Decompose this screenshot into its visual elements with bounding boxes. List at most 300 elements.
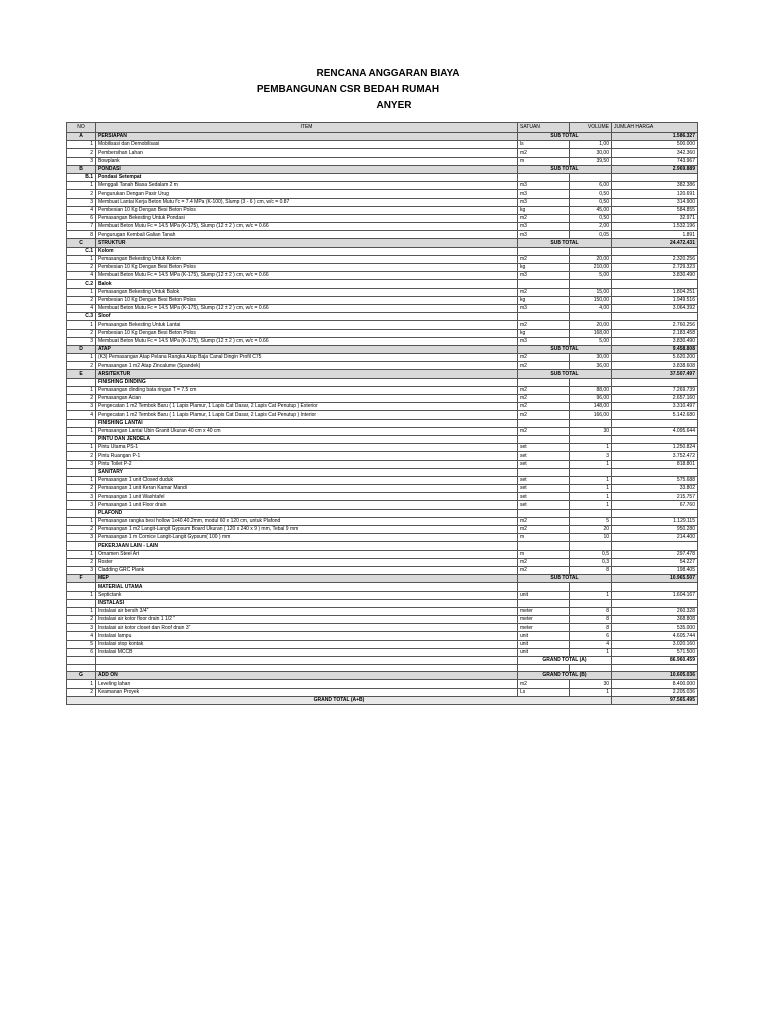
item-volume: 8 xyxy=(570,607,612,615)
item-description: Keamanan Proyek xyxy=(96,688,518,696)
item-satuan: m3 xyxy=(518,190,570,198)
item-harga: 571.500 xyxy=(612,648,698,656)
table-row xyxy=(67,534,698,542)
item-satuan: unit xyxy=(518,648,570,656)
item-no: 5 xyxy=(67,640,96,648)
item-no: 1 xyxy=(67,354,96,362)
item-harga: 33.802 xyxy=(612,485,698,493)
subsection-row xyxy=(67,280,698,288)
doc-title: RENCANA ANGGARAN BIAYA xyxy=(316,68,460,79)
item-harga: 818.801 xyxy=(612,460,698,468)
item-volume: 0,50 xyxy=(570,190,612,198)
empty-cell xyxy=(570,280,612,288)
item-satuan: m2 xyxy=(518,526,570,534)
item-description: Instalasi air kotor floor drain 1 1/2 " xyxy=(96,616,518,624)
table-body xyxy=(67,133,698,705)
item-harga: 214.400 xyxy=(612,534,698,542)
empty-cell xyxy=(612,173,698,181)
section-title: PONDASI xyxy=(96,165,518,173)
item-harga: 1.129.115 xyxy=(612,517,698,525)
item-volume: 20,00 xyxy=(570,321,612,329)
table-row xyxy=(67,288,698,296)
item-volume: 0,3 xyxy=(570,558,612,566)
item-satuan: m2 xyxy=(518,680,570,688)
subsection-title: Pondasi Setempat xyxy=(96,173,518,181)
empty-cell xyxy=(612,583,698,591)
item-volume: 6 xyxy=(570,632,612,640)
item-no: 3 xyxy=(67,157,96,165)
subtotal-value: 37.507.497 xyxy=(612,370,698,378)
item-no: 3 xyxy=(67,403,96,411)
item-no: 2 xyxy=(67,329,96,337)
item-no: 1 xyxy=(67,591,96,599)
item-volume: 1 xyxy=(570,648,612,656)
item-harga: 2.657.160 xyxy=(612,395,698,403)
item-satuan: unit xyxy=(518,632,570,640)
item-no: 1 xyxy=(67,444,96,452)
item-harga: 4.095.644 xyxy=(612,427,698,435)
item-satuan: m2 xyxy=(518,386,570,394)
item-no: 1 xyxy=(67,182,96,190)
subsection-title: SANITARY xyxy=(96,468,518,476)
item-volume: 5 xyxy=(570,517,612,525)
grand-total-ab-row xyxy=(67,696,698,704)
table-row xyxy=(67,680,698,688)
section-code: C xyxy=(67,239,96,247)
empty-cell xyxy=(570,509,612,517)
item-description: Pemasangan 1 m2 Langit-Langit Gypsum Board Ukuran ( 120 x 240 x 9 ) mm, Tebal 9 mm xyxy=(96,526,518,534)
item-volume: 1 xyxy=(570,688,612,696)
item-volume: 1 xyxy=(570,501,612,509)
item-harga: 3.752.472 xyxy=(612,452,698,460)
item-volume: 1 xyxy=(570,476,612,484)
item-no: 1 xyxy=(67,550,96,558)
doc-subtitle: PEMBANGUNAN CSR BEDAH RUMAH xyxy=(256,84,440,95)
item-volume: 45,00 xyxy=(570,206,612,214)
item-harga: 950.280 xyxy=(612,526,698,534)
item-no: 7 xyxy=(67,223,96,231)
item-harga: 1.250.824 xyxy=(612,444,698,452)
item-no: 1 xyxy=(67,288,96,296)
item-no: 3 xyxy=(67,624,96,632)
table-row xyxy=(67,337,698,345)
subsection-code xyxy=(67,542,96,550)
item-harga: 2.320.256 xyxy=(612,255,698,263)
section-row xyxy=(67,239,698,247)
subsection-row xyxy=(67,419,698,427)
item-description: Pembesian 10 Kg Dengan Besi Beton Polos xyxy=(96,296,518,304)
section-title: ARSITEKTUR xyxy=(96,370,518,378)
item-description: Roster xyxy=(96,558,518,566)
section-row xyxy=(67,370,698,378)
table-row xyxy=(67,640,698,648)
item-description: Membuat Beton Mutu Fc = 14.5 MPa (K-175), Slump (12 ± 2 ) cm, w/c = 0.66 xyxy=(96,223,518,231)
item-description: Pemasangan 1 unit Floor drain xyxy=(96,501,518,509)
item-no: 2 xyxy=(67,296,96,304)
item-no: 1 xyxy=(67,476,96,484)
table-row xyxy=(67,329,698,337)
item-volume: 39,50 xyxy=(570,157,612,165)
item-volume: 10 xyxy=(570,534,612,542)
section-title: PERSIAPAN xyxy=(96,133,518,141)
subtotal-label: GRAND TOTAL (B) xyxy=(518,672,612,680)
item-description: Pemasangan dinding bata ringan T = 7.5 cm xyxy=(96,386,518,394)
section-code: E xyxy=(67,370,96,378)
item-volume: 210,00 xyxy=(570,264,612,272)
item-description: Pemasangan 1 unit Washtafel xyxy=(96,493,518,501)
item-harga: 368.808 xyxy=(612,616,698,624)
item-no: 4 xyxy=(67,206,96,214)
item-harga: 67.760 xyxy=(612,501,698,509)
subsection-row xyxy=(67,599,698,607)
item-no: 2 xyxy=(67,558,96,566)
item-no: 4 xyxy=(67,304,96,312)
item-no: 1 xyxy=(67,680,96,688)
table-row xyxy=(67,688,698,696)
item-description: Pemasangan Lantai Ubin Granit Ukuran 40 cm x 40 cm xyxy=(96,427,518,435)
item-no: 3 xyxy=(67,460,96,468)
subsection-code: C.2 xyxy=(67,280,96,288)
empty-cell xyxy=(518,583,570,591)
item-satuan: set xyxy=(518,493,570,501)
empty-cell xyxy=(612,435,698,443)
item-harga: 120.691 xyxy=(612,190,698,198)
subsection-code xyxy=(67,599,96,607)
grand-total-value: 97.565.495 xyxy=(612,696,698,704)
item-description: Instalasi stop kontak xyxy=(96,640,518,648)
item-volume: 6,00 xyxy=(570,182,612,190)
empty-cell xyxy=(518,247,570,255)
table-row xyxy=(67,476,698,484)
item-description: Pembesian 10 Kg Dengan Besi Beton Polos xyxy=(96,206,518,214)
item-harga: 7.269.739 xyxy=(612,386,698,394)
item-no: 1 xyxy=(67,386,96,394)
item-no: 2 xyxy=(67,485,96,493)
subtotal-value: 1.586.327 xyxy=(612,133,698,141)
item-satuan: m xyxy=(518,157,570,165)
item-harga: 584.855 xyxy=(612,206,698,214)
item-satuan: kg xyxy=(518,206,570,214)
item-satuan: m2 xyxy=(518,403,570,411)
item-satuan: unit xyxy=(518,591,570,599)
item-volume: 8 xyxy=(570,624,612,632)
empty-cell xyxy=(612,247,698,255)
item-volume: 8 xyxy=(570,566,612,574)
item-description: Pemasangan Acian xyxy=(96,395,518,403)
item-description: Pintu Ruangan P-1 xyxy=(96,452,518,460)
item-no: 4 xyxy=(67,632,96,640)
item-no: 6 xyxy=(67,648,96,656)
empty-cell xyxy=(570,468,612,476)
item-description: Ornamen Steel Art xyxy=(96,550,518,558)
subsection-code xyxy=(67,378,96,386)
budget-table xyxy=(66,122,698,705)
empty-cell xyxy=(570,173,612,181)
item-satuan: meter xyxy=(518,624,570,632)
item-volume: 0,50 xyxy=(570,198,612,206)
item-no: 4 xyxy=(67,272,96,280)
subsection-code xyxy=(67,468,96,476)
table-row xyxy=(67,304,698,312)
item-harga: 32.971 xyxy=(612,214,698,222)
item-satuan: kg xyxy=(518,329,570,337)
subsection-code xyxy=(67,419,96,427)
item-volume: 2,00 xyxy=(570,223,612,231)
header-no: NO xyxy=(67,123,96,133)
item-satuan: set xyxy=(518,444,570,452)
empty-cell xyxy=(570,419,612,427)
table-row xyxy=(67,403,698,411)
subsection-title: PEKERJAAN LAIN - LAIN xyxy=(96,542,518,550)
item-volume: 0,50 xyxy=(570,214,612,222)
item-description: Pemasangan rangka besi hollow 1x40.40.2mm, modul 60 x 120 cm, untuk Plafond xyxy=(96,517,518,525)
table-row xyxy=(67,411,698,419)
item-harga: 3.830.490 xyxy=(612,337,698,345)
item-volume: 3 xyxy=(570,452,612,460)
item-description: Pengurugan Kembali Galian Tanah xyxy=(96,231,518,239)
empty-cell xyxy=(67,657,96,665)
empty-cell xyxy=(612,509,698,517)
subtotal-label: SUB TOTAL xyxy=(518,345,612,353)
empty-cell xyxy=(518,280,570,288)
table-row xyxy=(67,255,698,263)
subsection-code xyxy=(67,509,96,517)
empty-cell xyxy=(612,280,698,288)
grand-total-label: GRAND TOTAL (A+B) xyxy=(67,696,612,704)
item-satuan: m2 xyxy=(518,566,570,574)
item-harga: 1.532.196 xyxy=(612,223,698,231)
subsection-title: Balok xyxy=(96,280,518,288)
table-row xyxy=(67,223,698,231)
item-description: Pintu Utama PS-1 xyxy=(96,444,518,452)
subsection-code: C.3 xyxy=(67,313,96,321)
item-description: Membuat Lantai Kerja Beton Mutu f'c = 7.4 MPa (K-100), Slump (3 - 6 ) cm, w/c = 0.87 xyxy=(96,198,518,206)
subsection-code: B.1 xyxy=(67,173,96,181)
item-satuan: m2 xyxy=(518,411,570,419)
item-description: Septictank xyxy=(96,591,518,599)
item-volume: 0,5 xyxy=(570,550,612,558)
table-row xyxy=(67,427,698,435)
item-harga: 2.729.323 xyxy=(612,264,698,272)
item-harga: 3.830.490 xyxy=(612,272,698,280)
header-volume: VOLUME xyxy=(570,123,612,133)
item-no: 1 xyxy=(67,321,96,329)
item-volume: 150,00 xyxy=(570,296,612,304)
empty-cell xyxy=(518,378,570,386)
item-no: 1 xyxy=(67,141,96,149)
table-row xyxy=(67,607,698,615)
table-row xyxy=(67,272,698,280)
empty-cell xyxy=(518,313,570,321)
item-no: 3 xyxy=(67,337,96,345)
item-volume: 15,00 xyxy=(570,288,612,296)
item-volume: 30 xyxy=(570,680,612,688)
item-harga: 314.900 xyxy=(612,198,698,206)
item-no: 3 xyxy=(67,501,96,509)
item-satuan: m2 xyxy=(518,354,570,362)
subtotal-value: 9.458.808 xyxy=(612,345,698,353)
item-volume: 5,00 xyxy=(570,272,612,280)
subsection-row xyxy=(67,435,698,443)
empty-cell xyxy=(518,509,570,517)
empty-cell xyxy=(612,542,698,550)
item-no: 3 xyxy=(67,566,96,574)
item-satuan: m3 xyxy=(518,272,570,280)
item-harga: 198.405 xyxy=(612,566,698,574)
table-row xyxy=(67,624,698,632)
item-satuan: meter xyxy=(518,616,570,624)
table-row xyxy=(67,362,698,370)
table-row xyxy=(67,395,698,403)
empty-cell xyxy=(570,435,612,443)
section-code: G xyxy=(67,672,96,680)
table-row xyxy=(67,354,698,362)
table-row xyxy=(67,517,698,525)
table-row xyxy=(67,214,698,222)
item-description: Pengecatan 1 m2 Tembok Baru ( 1 Lapis Plamur, 1 Lapis Cat Dasar, 2 Lapis Cat Penutup ) Interior xyxy=(96,411,518,419)
item-description: Mobilisasi dan Demobilisasi xyxy=(96,141,518,149)
item-satuan: m3 xyxy=(518,304,570,312)
item-harga: 1.604.167 xyxy=(612,591,698,599)
table-row xyxy=(67,141,698,149)
section-row xyxy=(67,575,698,583)
item-satuan: Ls xyxy=(518,688,570,696)
header-jumlah-harga: JUMLAH HARGA xyxy=(612,123,698,133)
section-title: STRUKTUR xyxy=(96,239,518,247)
empty-cell xyxy=(612,665,698,672)
subsection-code xyxy=(67,583,96,591)
item-satuan: m2 xyxy=(518,149,570,157)
item-no: 2 xyxy=(67,526,96,534)
subsection-title: MATERIAL UTAMA xyxy=(96,583,518,591)
item-description: Instalasi air bersih 3/4" xyxy=(96,607,518,615)
table-row xyxy=(67,149,698,157)
item-satuan: m2 xyxy=(518,255,570,263)
subsection-row xyxy=(67,378,698,386)
table-row xyxy=(67,501,698,509)
subsection-title: FINISHING LANTAI xyxy=(96,419,518,427)
item-harga: 3.020.160 xyxy=(612,640,698,648)
item-harga: 342.360 xyxy=(612,149,698,157)
item-volume: 4,00 xyxy=(570,304,612,312)
empty-cell xyxy=(612,419,698,427)
subtotal-label: SUB TOTAL xyxy=(518,575,612,583)
item-volume: 0,05 xyxy=(570,231,612,239)
grand-total-label: GRAND TOTAL (A) xyxy=(518,657,612,665)
grand-total-value: 86.960.459 xyxy=(612,657,698,665)
table-row xyxy=(67,648,698,656)
subtotal-label: SUB TOTAL xyxy=(518,165,612,173)
empty-cell xyxy=(570,313,612,321)
item-no: 6 xyxy=(67,214,96,222)
item-description: Instalasi air kotor closet dan Roof drain 3" xyxy=(96,624,518,632)
item-no: 2 xyxy=(67,190,96,198)
item-satuan: m3 xyxy=(518,223,570,231)
item-description: Pemasangan Bekesting Untuk Lantai xyxy=(96,321,518,329)
item-description: Pintu Toilet P-2 xyxy=(96,460,518,468)
item-harga: 1.891 xyxy=(612,231,698,239)
item-harga: 3.064.392 xyxy=(612,304,698,312)
item-harga: 382.386 xyxy=(612,182,698,190)
empty-cell xyxy=(612,313,698,321)
item-no: 2 xyxy=(67,264,96,272)
item-volume: 96,00 xyxy=(570,395,612,403)
section-code: B xyxy=(67,165,96,173)
header-satuan: SATUAN xyxy=(518,123,570,133)
header-item: ITEM xyxy=(96,123,518,133)
item-description: Instalasi MCCB xyxy=(96,648,518,656)
spacer-row xyxy=(67,665,698,672)
empty-cell xyxy=(612,599,698,607)
empty-cell xyxy=(570,378,612,386)
item-harga: 3.310.497 xyxy=(612,403,698,411)
subtotal-label: SUB TOTAL xyxy=(518,239,612,247)
item-description: Pembersihan Lahan xyxy=(96,149,518,157)
item-no: 1 xyxy=(67,255,96,263)
table-row xyxy=(67,190,698,198)
empty-cell xyxy=(570,583,612,591)
subsection-title: FINISHING DINDING xyxy=(96,378,518,386)
item-harga: 4.605.744 xyxy=(612,632,698,640)
table-row xyxy=(67,182,698,190)
item-satuan: m3 xyxy=(518,198,570,206)
item-no: 3 xyxy=(67,493,96,501)
section-row xyxy=(67,345,698,353)
item-volume: 20,00 xyxy=(570,255,612,263)
subtotal-label: SUB TOTAL xyxy=(518,370,612,378)
item-no: 2 xyxy=(67,395,96,403)
subsection-row xyxy=(67,247,698,255)
subsection-row xyxy=(67,509,698,517)
table-row xyxy=(67,566,698,574)
item-no: 1 xyxy=(67,427,96,435)
table-row xyxy=(67,206,698,214)
empty-cell xyxy=(518,173,570,181)
item-volume: 30,00 xyxy=(570,354,612,362)
empty-cell xyxy=(518,419,570,427)
doc-location: ANYER xyxy=(376,100,412,111)
item-volume: 30 xyxy=(570,427,612,435)
item-harga: 1.804.251 xyxy=(612,288,698,296)
section-row xyxy=(67,133,698,141)
item-satuan: set xyxy=(518,501,570,509)
item-no: 2 xyxy=(67,452,96,460)
item-description: (K3) Pemasangan Atap Pelana Rangka Atap Baja Canal Dingin Profil C75 xyxy=(96,354,518,362)
item-satuan: m2 xyxy=(518,321,570,329)
section-code: A xyxy=(67,133,96,141)
item-volume: 88,00 xyxy=(570,386,612,394)
item-description: Membuat Beton Mutu Fc = 14.5 MPa (K-175), Slump (12 ± 2 ) cm, w/c = 0.66 xyxy=(96,272,518,280)
item-satuan: kg xyxy=(518,264,570,272)
item-satuan: set xyxy=(518,460,570,468)
item-volume: 36,00 xyxy=(570,362,612,370)
section-code: D xyxy=(67,345,96,353)
item-satuan: m2 xyxy=(518,558,570,566)
item-satuan: m3 xyxy=(518,182,570,190)
subsection-row xyxy=(67,468,698,476)
item-harga: 2.205.036 xyxy=(612,688,698,696)
subsection-code: C.1 xyxy=(67,247,96,255)
table-row xyxy=(67,452,698,460)
subtotal-value: 10.605.036 xyxy=(612,672,698,680)
item-satuan: m2 xyxy=(518,214,570,222)
table-header-row xyxy=(67,123,698,133)
item-description: Pemasangan 1 m Cornice Langit-Langit Gypsum( 100 ) mm xyxy=(96,534,518,542)
table-row xyxy=(67,493,698,501)
item-description: Pemasangan Bekesting Untuk Pondasi xyxy=(96,214,518,222)
item-volume: 8 xyxy=(570,616,612,624)
table-row xyxy=(67,550,698,558)
